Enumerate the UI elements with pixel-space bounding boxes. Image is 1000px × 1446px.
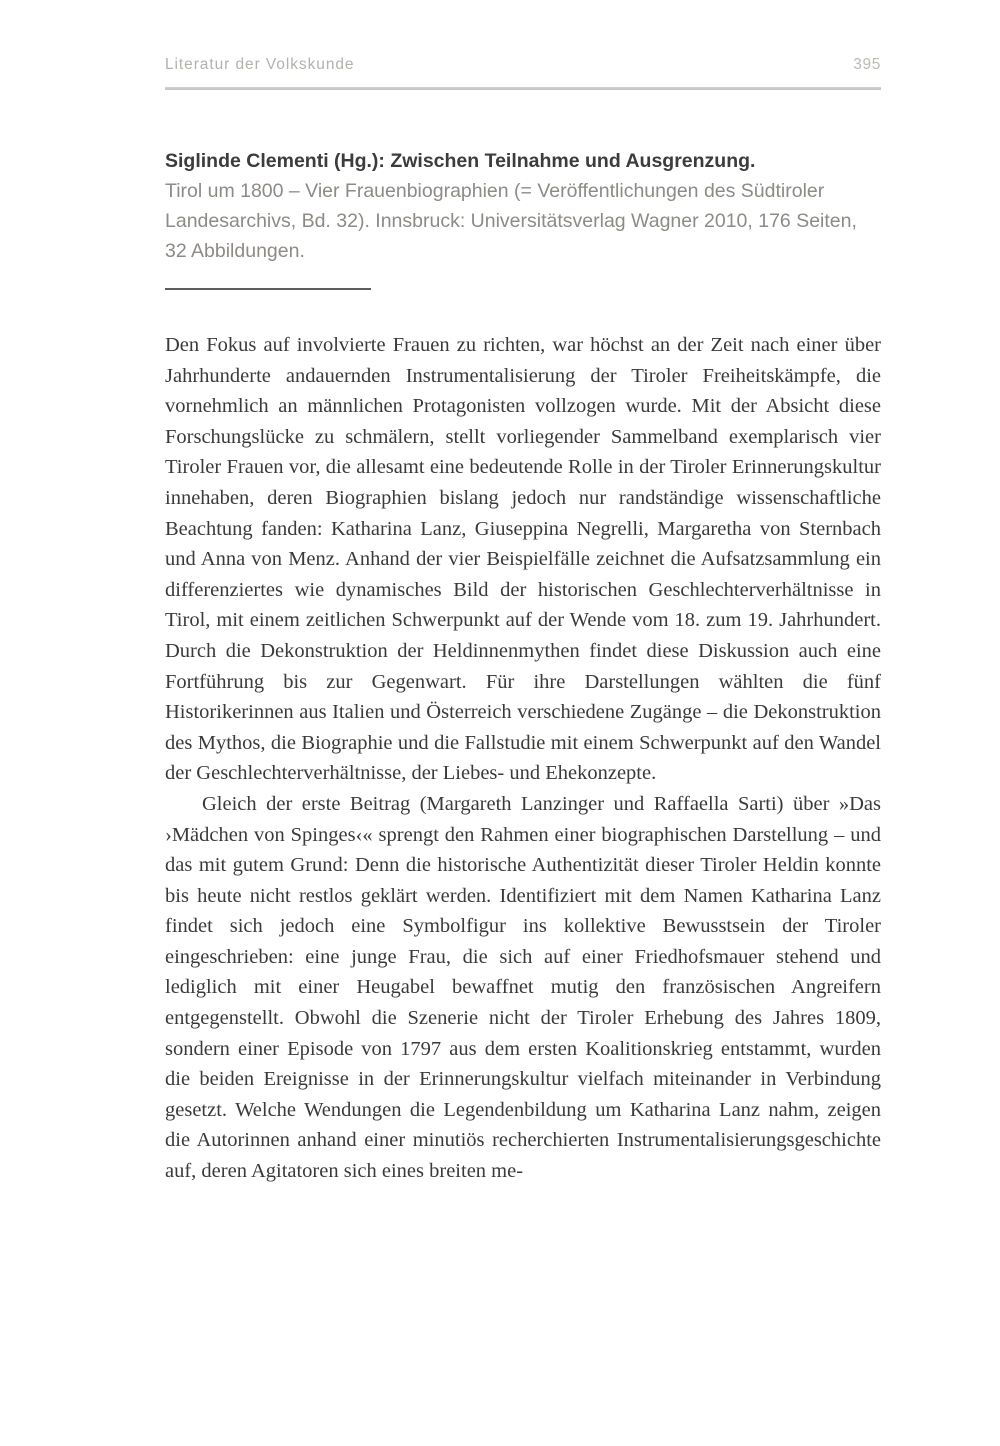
review-heading [165, 146, 881, 266]
page-number: 395 [853, 56, 881, 73]
running-header-title: Literatur der Volkskunde [165, 56, 355, 73]
title-divider [165, 288, 371, 290]
header-rule [165, 87, 881, 90]
running-header [165, 0, 881, 74]
review-citation: Tirol um 1800 – Vier Frauenbiographien (= Veröffentlichungen des Südtiroler Landesarchivs, Bd. 32). Innsbruck: Universitätsverlag Wagner 2010, 176 Seiten, 32 Abbildungen. [165, 180, 857, 262]
body-paragraph: Gleich der erste Beitrag (Margareth Lanzinger und Raffaella Sarti) über »Das ›Mädchen von Spinges‹« sprengt den Rahmen einer biographischen Darstellung – und das mit gutem Grund: Denn die historische Authentizität dieser Tiroler Heldin konnte bis heute nicht restlos geklärt werden. Identifiziert mit dem Namen Katharina Lanz findet sich jedoch eine Symbolfigur ins kollektive Bewusstsein der Tiroler eingeschrieben: eine junge Frau, die sich auf einer Friedhofsmauer stehend und lediglich mit einer Heugabel bewaffnet mutig den französischen Angreifern entgegenstellt. Obwohl die Szenerie nicht der Tiroler Erhebung des Jahres 1809, sondern einer Episode von 1797 aus dem ersten Koalitionskrieg entstammt, wurden die beiden Ereignisse in der Erinnerungskultur vielfach miteinander in Verbindung gesetzt. Welche Wendungen die Legendenbildung um Katharina Lanz nahm, zeigen die Autorinnen anhand einer minutiös recherchierten Instrumentalisierungsgeschichte auf, deren Agitatoren sich eines breiten me- [165, 792, 881, 1183]
page-content [165, 0, 881, 1187]
body-paragraph: Den Fokus auf involvierte Frauen zu richten, war höchst an der Zeit nach einer über Jahrhunderte andauernden Instrumentalisierung der Tiroler Freiheitskämpfe, die vornehmlich an männlichen Protagonisten vollzogen wurde. Mit der Absicht diese Forschungslücke zu schmälern, stellt vorliegender Sammelband exemplarisch vier Tiroler Frauen vor, die allesamt eine bedeutende Rolle in der Tiroler Erinnerungskultur innehaben, deren Biographien bislang jedoch nur randständige wissenschaftliche Beachtung fanden: Katharina Lanz, Giuseppina Negrelli, Margaretha von Sternbach und Anna von Menz. Anhand der vier Beispielfälle zeichnet die Aufsatzsammlung ein differenziertes wie dynamisches Bild der historischen Geschlechterverhältnisse in Tirol, mit einem zeitlichen Schwerpunkt auf der Wende vom 18. zum 19. Jahrhundert. Durch die Dekonstruktion der Heldinnenmythen findet diese Diskussion auch eine Fortführung bis zur Gegenwart. Für ihre Darstellungen wählten die fünf Historikerinnen aus Italien und Österreich verschiedene Zugänge – die Dekonstruktion des Mythos, die Biographie und die Fallstudie mit einem Schwerpunkt auf den Wandel der Geschlechterverhältnisse, der Liebes- und Ehekonzepte. [165, 334, 881, 785]
review-title: Siglinde Clementi (Hg.): Zwischen Teilnahme und Ausgrenzung. [165, 150, 756, 172]
review-body [165, 330, 881, 1187]
